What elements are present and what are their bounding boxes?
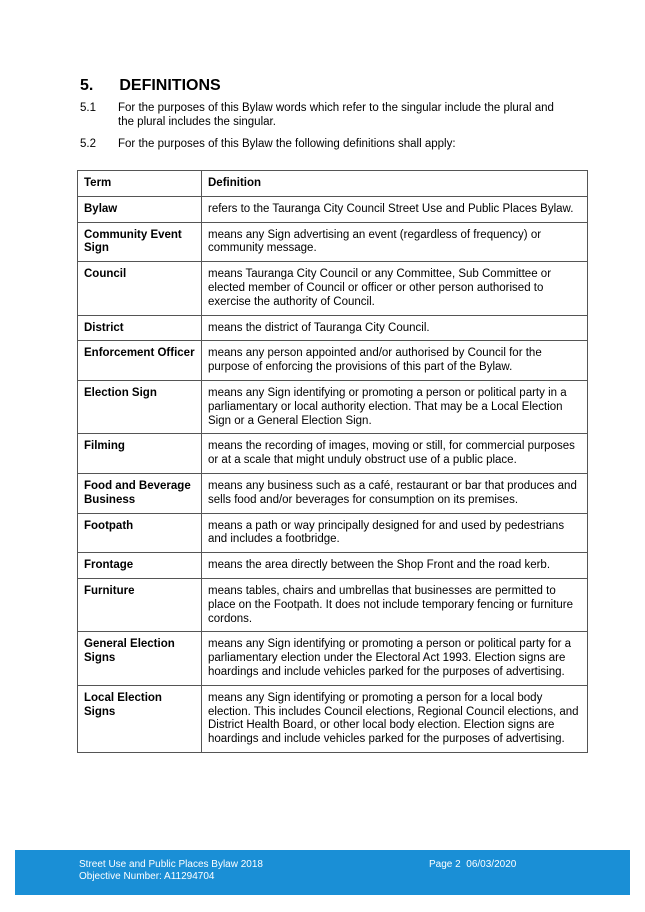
table-row bbox=[78, 262, 588, 315]
clause-5-1 bbox=[80, 101, 558, 129]
footer-date: 06/03/2020 bbox=[466, 859, 517, 870]
footer-page-number: Page 2 bbox=[429, 859, 461, 870]
term-cell: Local Election Signs bbox=[78, 685, 202, 752]
definition-cell: means tables, chairs and umbrellas that businesses are permitted to place on the Footpath. It does not include temporary fencing or furniture cordons. bbox=[202, 578, 588, 631]
header-definition: Definition bbox=[202, 171, 588, 197]
definition-cell: means any Sign identifying or promoting a person or political party for a parliamentary election under the Electoral Act 1993. Election signs are hoardings and include vehicles parked for the purposes of advertising. bbox=[202, 632, 588, 685]
table-header-row bbox=[78, 171, 588, 197]
table-row bbox=[78, 632, 588, 685]
footer-right bbox=[429, 859, 516, 871]
term-cell: General Election Signs bbox=[78, 632, 202, 685]
term-cell: Council bbox=[78, 262, 202, 315]
term-cell: Filming bbox=[78, 434, 202, 474]
term-cell: Enforcement Officer bbox=[78, 341, 202, 381]
header-term: Term bbox=[78, 171, 202, 197]
clause-number: 5.2 bbox=[80, 138, 96, 150]
definition-cell: means the recording of images, moving or still, for commercial purposes or at a scale that might unduly obstruct use of a public place. bbox=[202, 434, 588, 474]
term-cell: Community Event Sign bbox=[78, 222, 202, 262]
footer-objective-number: Objective Number: A11294704 bbox=[79, 871, 215, 882]
definition-cell: means any Sign advertising an event (regardless of frequency) or community message. bbox=[202, 222, 588, 262]
term-cell: Food and Beverage Business bbox=[78, 473, 202, 513]
table-row bbox=[78, 473, 588, 513]
definition-cell: means any person appointed and/or authorised by Council for the purpose of enforcing the provisions of this part of the Bylaw. bbox=[202, 341, 588, 381]
clause-text: For the purposes of this Bylaw the following definitions shall apply: bbox=[118, 138, 456, 150]
definition-cell: refers to the Tauranga City Council Street Use and Public Places Bylaw. bbox=[202, 196, 588, 222]
section-number: 5. bbox=[80, 77, 94, 94]
definition-cell: means any Sign identifying or promoting a person for a local body election. This includes Council elections, Regional Council elections, and District Health Board, or other local body election. Election signs are hoardings and include vehicles parked for the purposes of advertising. bbox=[202, 685, 588, 752]
definitions-table bbox=[77, 170, 588, 753]
table-row bbox=[78, 380, 588, 433]
definition-cell: means a path or way principally designed for and used by pedestrians and includes a footbridge. bbox=[202, 513, 588, 553]
term-cell: Election Sign bbox=[78, 380, 202, 433]
term-cell: District bbox=[78, 315, 202, 341]
section-heading bbox=[80, 77, 221, 95]
definition-cell: means the area directly between the Shop Front and the road kerb. bbox=[202, 553, 588, 579]
table-row bbox=[78, 315, 588, 341]
term-cell: Footpath bbox=[78, 513, 202, 553]
definition-cell: means any Sign identifying or promoting a person or political party in a parliamentary or local authority election. That may be a Local Election Sign or a General Election Sign. bbox=[202, 380, 588, 433]
term-cell: Bylaw bbox=[78, 196, 202, 222]
term-cell: Furniture bbox=[78, 578, 202, 631]
footer-document-title: Street Use and Public Places Bylaw 2018 bbox=[79, 859, 263, 870]
table-row bbox=[78, 513, 588, 553]
table-row bbox=[78, 196, 588, 222]
definition-cell: means the district of Tauranga City Council. bbox=[202, 315, 588, 341]
clause-number: 5.1 bbox=[80, 102, 96, 114]
section-title: DEFINITIONS bbox=[119, 77, 221, 94]
table-row bbox=[78, 341, 588, 381]
footer-left bbox=[79, 859, 263, 883]
table-row bbox=[78, 578, 588, 631]
page-footer bbox=[15, 850, 630, 895]
table-row bbox=[78, 222, 588, 262]
table-row bbox=[78, 685, 588, 752]
clause-5-2 bbox=[80, 137, 558, 151]
clause-text: For the purposes of this Bylaw words which refer to the singular include the plural and the plural includes the singular. bbox=[118, 102, 554, 128]
term-cell: Frontage bbox=[78, 553, 202, 579]
definition-cell: means Tauranga City Council or any Committee, Sub Committee or elected member of Council or officer or other person authorised to exercise the authority of Council. bbox=[202, 262, 588, 315]
table-row bbox=[78, 434, 588, 474]
definition-cell: means any business such as a café, restaurant or bar that produces and sells food and/or beverages for consumption on its premises. bbox=[202, 473, 588, 513]
table-row bbox=[78, 553, 588, 579]
